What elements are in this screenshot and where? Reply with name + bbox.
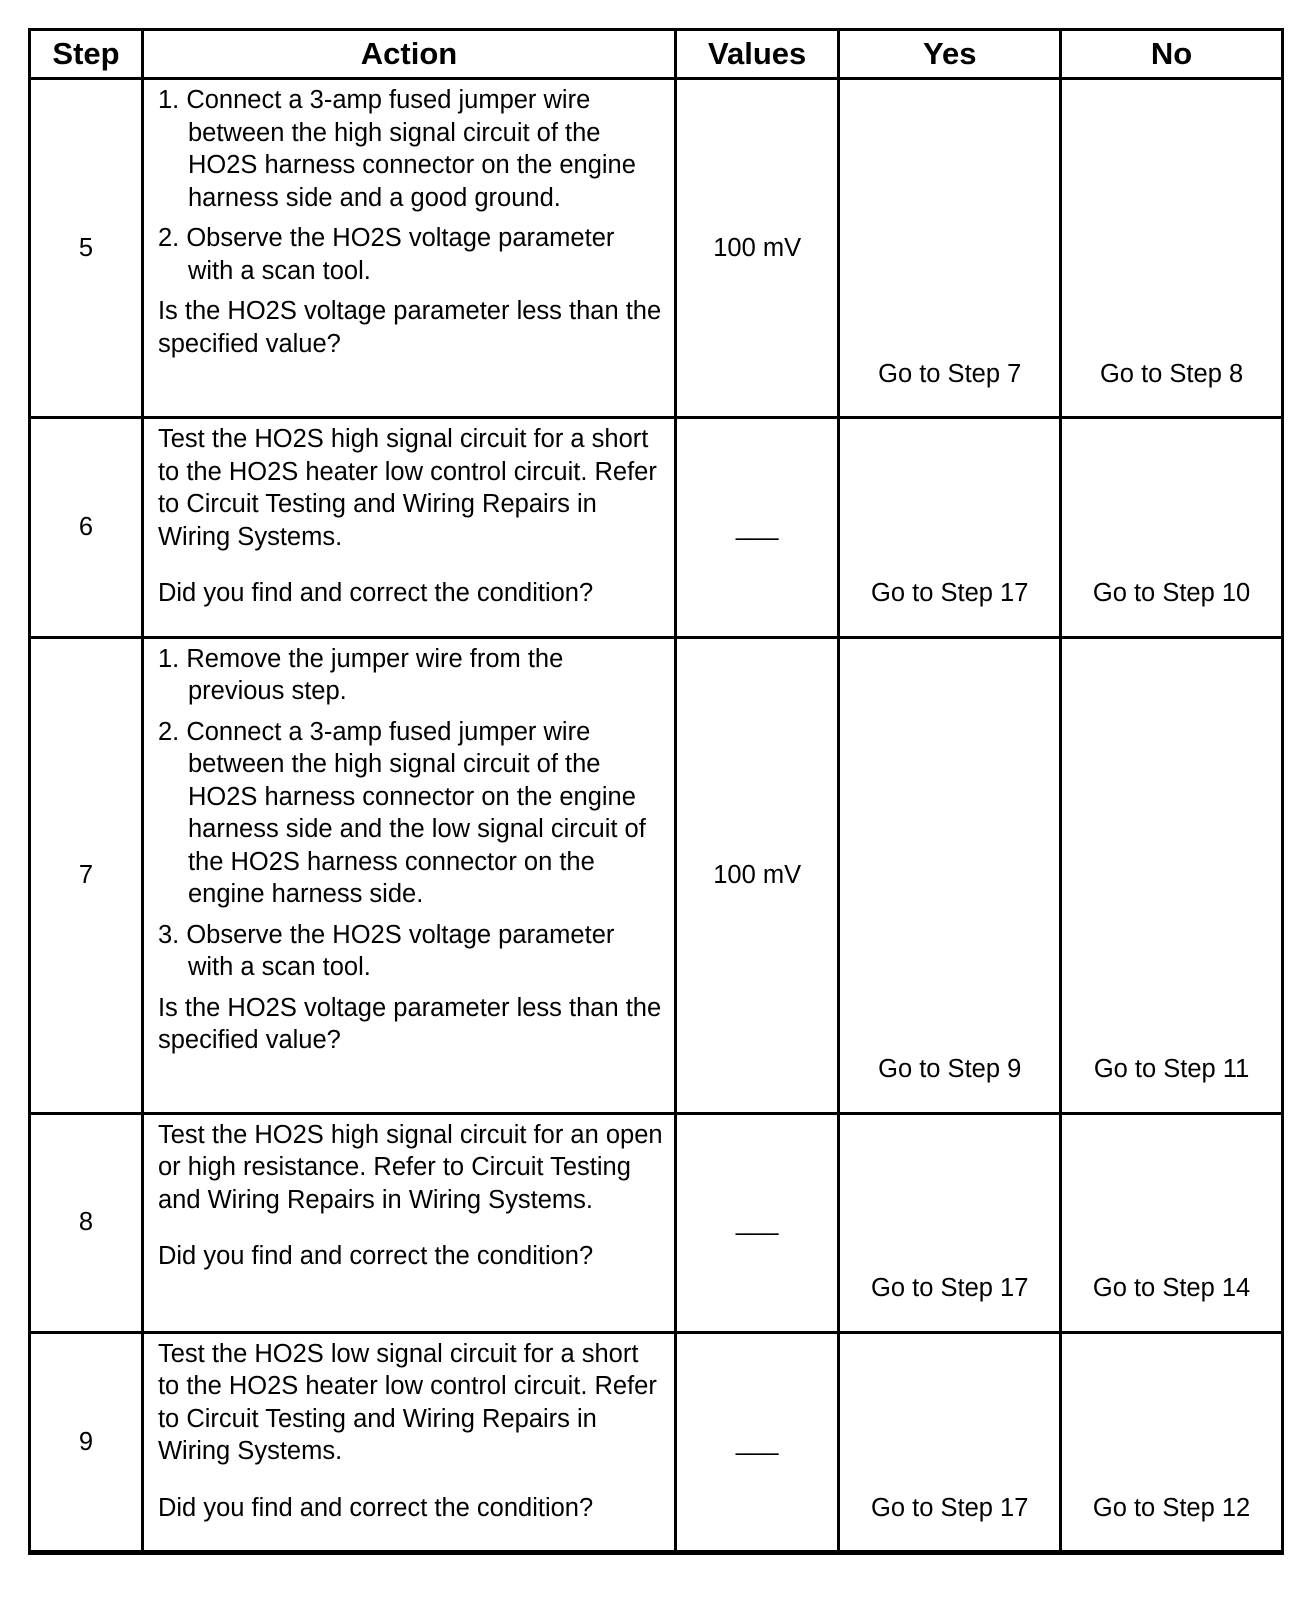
header-no: No [1061,30,1283,79]
value-cell: ___ [676,1332,839,1553]
action-item: 3. Observe the HO2S voltage parameter with a scan tool. [157,920,615,981]
no-cell: Go to Step 8 [1061,79,1283,418]
step-number: 5 [30,79,143,418]
action-question: Is the HO2S voltage parameter less than the specified value? [157,993,662,1054]
header-yes: Yes [839,30,1061,79]
no-cell: Go to Step 11 [1061,637,1283,1113]
action-question: Did you find and correct the condition? [157,1493,594,1522]
action-cell [142,418,675,638]
no-cell: Go to Step 14 [1061,1113,1283,1332]
value-cell: 100 mV [676,79,839,418]
header-action: Action [142,30,675,79]
step-number: 8 [30,1113,143,1332]
action-cell [142,1332,675,1553]
yes-cell: Go to Step 17 [839,1332,1061,1553]
action-item: 2. Observe the HO2S voltage parameter with a scan tool. [157,224,615,285]
action-question: Did you find and correct the condition? [157,1242,594,1270]
table-row [30,637,1283,1113]
table-row [30,1113,1283,1332]
step-number: 9 [30,1332,143,1553]
step-number: 6 [30,418,143,638]
action-cell [142,79,675,418]
yes-cell: Go to Step 7 [839,79,1061,418]
action-list [158,643,664,984]
value-cell: ___ [676,418,839,638]
action-item: 2. Connect a 3-amp fused jumper wire between the high signal circuit of the HO2S harness connector on the engine harness side and the low signal circuit of the HO2S harness connector on the engine harness side. [157,717,646,908]
action-item: 1. Connect a 3-amp fused jumper wire between the high signal circuit of the HO2S harness connector on the engine harness side and a good ground. [157,86,636,212]
step-number: 7 [30,637,143,1113]
action-question: Is the HO2S voltage parameter less than the specified value? [157,297,662,358]
action-question: Did you find and correct the condition? [157,579,594,607]
action-cell [142,637,675,1113]
yes-cell: Go to Step 17 [839,1113,1061,1332]
action-list [158,84,664,287]
value-cell: 100 mV [676,637,839,1113]
header-step: Step [30,30,143,79]
header-values: Values [676,30,839,79]
action-cell [142,1113,675,1332]
table-row [30,418,1283,638]
no-cell: Go to Step 12 [1061,1332,1283,1553]
yes-cell: Go to Step 9 [839,637,1061,1113]
header-row [30,30,1283,79]
action-text: Test the HO2S low signal circuit for a short to the HO2S heater low control circuit. Refer to Circuit Testing and Wiring Repairs in Wiring Systems. [157,1339,657,1465]
action-text: Test the HO2S high signal circuit for a short to the HO2S heater low control circuit. Refer to Circuit Testing and Wiring Repairs in Wiring Systems. [157,425,657,551]
action-text: Test the HO2S high signal circuit for an open or high resistance. Refer to Circuit Testing and Wiring Repairs in Wiring Systems. [157,1120,663,1214]
table-row [30,1332,1283,1553]
action-item: 1. Remove the jumper wire from the previous step. [157,644,564,705]
yes-cell: Go to Step 17 [839,418,1061,638]
table-row [30,79,1283,418]
no-cell: Go to Step 10 [1061,418,1283,638]
value-cell: ___ [676,1113,839,1332]
diagnostic-table [28,28,1284,1555]
